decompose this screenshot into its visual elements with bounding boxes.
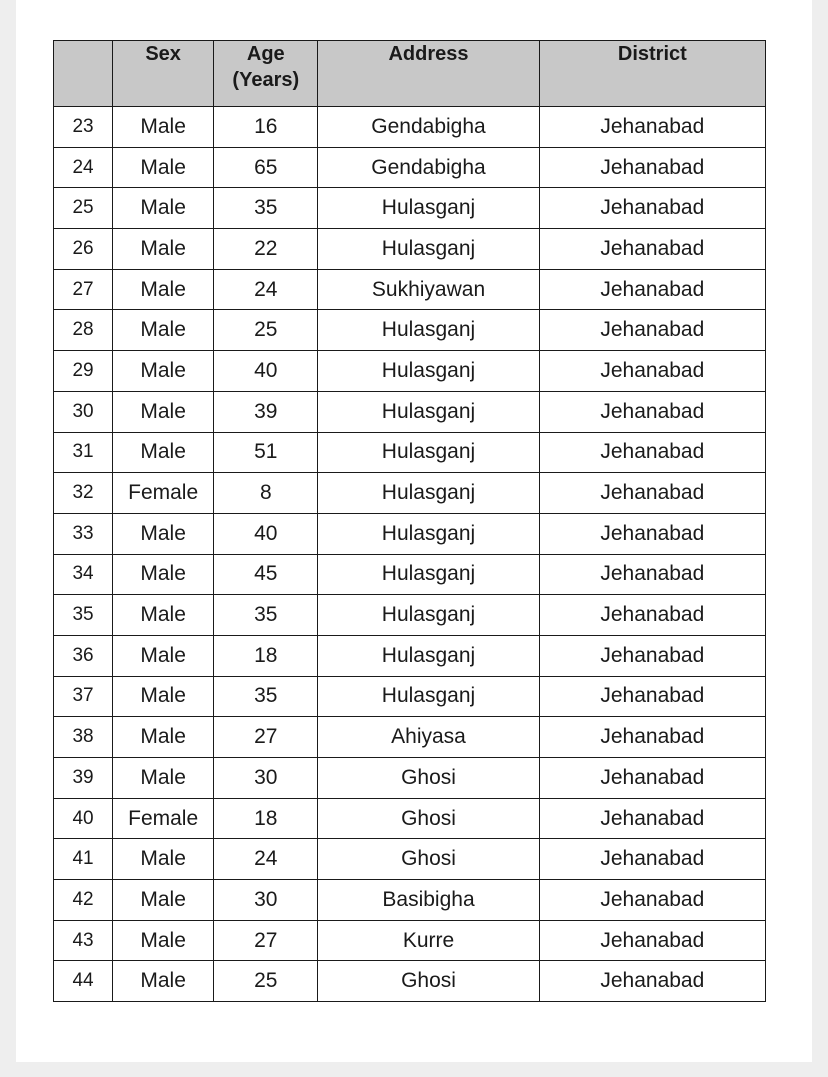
cell-age: 18 (214, 635, 318, 676)
cell-district: Jehanabad (539, 676, 765, 717)
cell-age: 18 (214, 798, 318, 839)
table-row (54, 513, 766, 554)
document-page (16, 0, 812, 1062)
cell-district: Jehanabad (539, 432, 765, 473)
cell-age: 27 (214, 717, 318, 758)
cell-serial: 25 (54, 188, 113, 229)
table-row (54, 920, 766, 961)
table-row (54, 107, 766, 148)
cell-district: Jehanabad (539, 107, 765, 148)
header-age (214, 41, 318, 107)
cell-age: 24 (214, 839, 318, 880)
cell-age: 35 (214, 188, 318, 229)
table-row (54, 554, 766, 595)
cell-serial: 33 (54, 513, 113, 554)
table-row (54, 473, 766, 514)
table-header (54, 41, 766, 107)
header-serial (54, 41, 113, 107)
cell-sex: Male (113, 269, 214, 310)
table-row (54, 269, 766, 310)
cell-sex: Male (113, 676, 214, 717)
cell-district: Jehanabad (539, 961, 765, 1002)
cell-age: 27 (214, 920, 318, 961)
header-district: District (539, 41, 765, 107)
cell-sex: Male (113, 839, 214, 880)
cell-sex: Female (113, 798, 214, 839)
cell-sex: Male (113, 391, 214, 432)
cell-district: Jehanabad (539, 473, 765, 514)
cell-address: Hulasganj (318, 473, 539, 514)
cell-sex: Male (113, 961, 214, 1002)
table-row (54, 229, 766, 270)
cell-sex: Male (113, 635, 214, 676)
cell-age: 35 (214, 595, 318, 636)
header-address: Address (318, 41, 539, 107)
cell-address: Hulasganj (318, 188, 539, 229)
table-row (54, 432, 766, 473)
cell-address: Ghosi (318, 961, 539, 1002)
cell-age: 22 (214, 229, 318, 270)
cell-district: Jehanabad (539, 717, 765, 758)
cell-sex: Male (113, 188, 214, 229)
table-row (54, 717, 766, 758)
table-row (54, 310, 766, 351)
cell-age: 35 (214, 676, 318, 717)
cell-age: 40 (214, 351, 318, 392)
cell-address: Hulasganj (318, 229, 539, 270)
cell-age: 30 (214, 758, 318, 799)
cell-address: Sukhiyawan (318, 269, 539, 310)
cell-serial: 23 (54, 107, 113, 148)
cell-serial: 37 (54, 676, 113, 717)
cell-serial: 27 (54, 269, 113, 310)
cell-sex: Male (113, 717, 214, 758)
cell-serial: 28 (54, 310, 113, 351)
cell-district: Jehanabad (539, 351, 765, 392)
cell-district: Jehanabad (539, 391, 765, 432)
cell-address: Hulasganj (318, 310, 539, 351)
cell-sex: Female (113, 473, 214, 514)
cell-district: Jehanabad (539, 758, 765, 799)
cell-serial: 34 (54, 554, 113, 595)
cell-serial: 44 (54, 961, 113, 1002)
cell-address: Gendabigha (318, 107, 539, 148)
cell-district: Jehanabad (539, 595, 765, 636)
cell-age: 30 (214, 880, 318, 921)
cell-address: Ghosi (318, 798, 539, 839)
cell-age: 45 (214, 554, 318, 595)
cell-sex: Male (113, 310, 214, 351)
cell-sex: Male (113, 554, 214, 595)
cell-district: Jehanabad (539, 554, 765, 595)
cell-sex: Male (113, 595, 214, 636)
cell-address: Ahiyasa (318, 717, 539, 758)
table-row (54, 188, 766, 229)
cell-address: Ghosi (318, 758, 539, 799)
cell-district: Jehanabad (539, 188, 765, 229)
cell-district: Jehanabad (539, 269, 765, 310)
cell-serial: 26 (54, 229, 113, 270)
cell-age: 24 (214, 269, 318, 310)
cell-age: 25 (214, 310, 318, 351)
cell-sex: Male (113, 513, 214, 554)
table-row (54, 758, 766, 799)
cell-serial: 24 (54, 147, 113, 188)
cell-serial: 39 (54, 758, 113, 799)
cell-district: Jehanabad (539, 920, 765, 961)
header-age-line2: (Years) (232, 69, 300, 91)
cell-serial: 32 (54, 473, 113, 514)
cell-serial: 41 (54, 839, 113, 880)
cell-sex: Male (113, 880, 214, 921)
cell-district: Jehanabad (539, 229, 765, 270)
cell-serial: 38 (54, 717, 113, 758)
table-row (54, 635, 766, 676)
table-row (54, 676, 766, 717)
cell-address: Hulasganj (318, 351, 539, 392)
cell-age: 65 (214, 147, 318, 188)
cell-district: Jehanabad (539, 635, 765, 676)
cell-sex: Male (113, 229, 214, 270)
cell-address: Hulasganj (318, 676, 539, 717)
table-row (54, 839, 766, 880)
cell-sex: Male (113, 920, 214, 961)
cell-district: Jehanabad (539, 798, 765, 839)
cell-sex: Male (113, 758, 214, 799)
cell-address: Gendabigha (318, 147, 539, 188)
cell-sex: Male (113, 107, 214, 148)
cell-sex: Male (113, 147, 214, 188)
cell-sex: Male (113, 432, 214, 473)
cell-address: Hulasganj (318, 432, 539, 473)
cell-address: Hulasganj (318, 554, 539, 595)
cell-district: Jehanabad (539, 147, 765, 188)
cell-district: Jehanabad (539, 839, 765, 880)
cell-age: 8 (214, 473, 318, 514)
table-row (54, 880, 766, 921)
cell-age: 51 (214, 432, 318, 473)
cell-serial: 43 (54, 920, 113, 961)
cell-serial: 30 (54, 391, 113, 432)
cell-address: Kurre (318, 920, 539, 961)
table-row (54, 351, 766, 392)
table-row (54, 595, 766, 636)
cell-address: Hulasganj (318, 635, 539, 676)
cell-age: 40 (214, 513, 318, 554)
cell-address: Ghosi (318, 839, 539, 880)
table-row (54, 391, 766, 432)
cell-serial: 36 (54, 635, 113, 676)
header-row (54, 41, 766, 107)
table-body (54, 107, 766, 1002)
cell-address: Hulasganj (318, 513, 539, 554)
table-row (54, 147, 766, 188)
cell-serial: 42 (54, 880, 113, 921)
table-row (54, 961, 766, 1002)
cell-district: Jehanabad (539, 513, 765, 554)
cell-address: Hulasganj (318, 391, 539, 432)
cell-age: 39 (214, 391, 318, 432)
cell-serial: 29 (54, 351, 113, 392)
header-age-line1: Age (246, 43, 285, 65)
cell-district: Jehanabad (539, 880, 765, 921)
data-table (53, 40, 766, 1002)
cell-address: Hulasganj (318, 595, 539, 636)
cell-sex: Male (113, 351, 214, 392)
cell-age: 25 (214, 961, 318, 1002)
cell-age: 16 (214, 107, 318, 148)
header-sex: Sex (113, 41, 214, 107)
cell-serial: 35 (54, 595, 113, 636)
cell-serial: 31 (54, 432, 113, 473)
cell-address: Basibigha (318, 880, 539, 921)
table-row (54, 798, 766, 839)
cell-serial: 40 (54, 798, 113, 839)
cell-district: Jehanabad (539, 310, 765, 351)
